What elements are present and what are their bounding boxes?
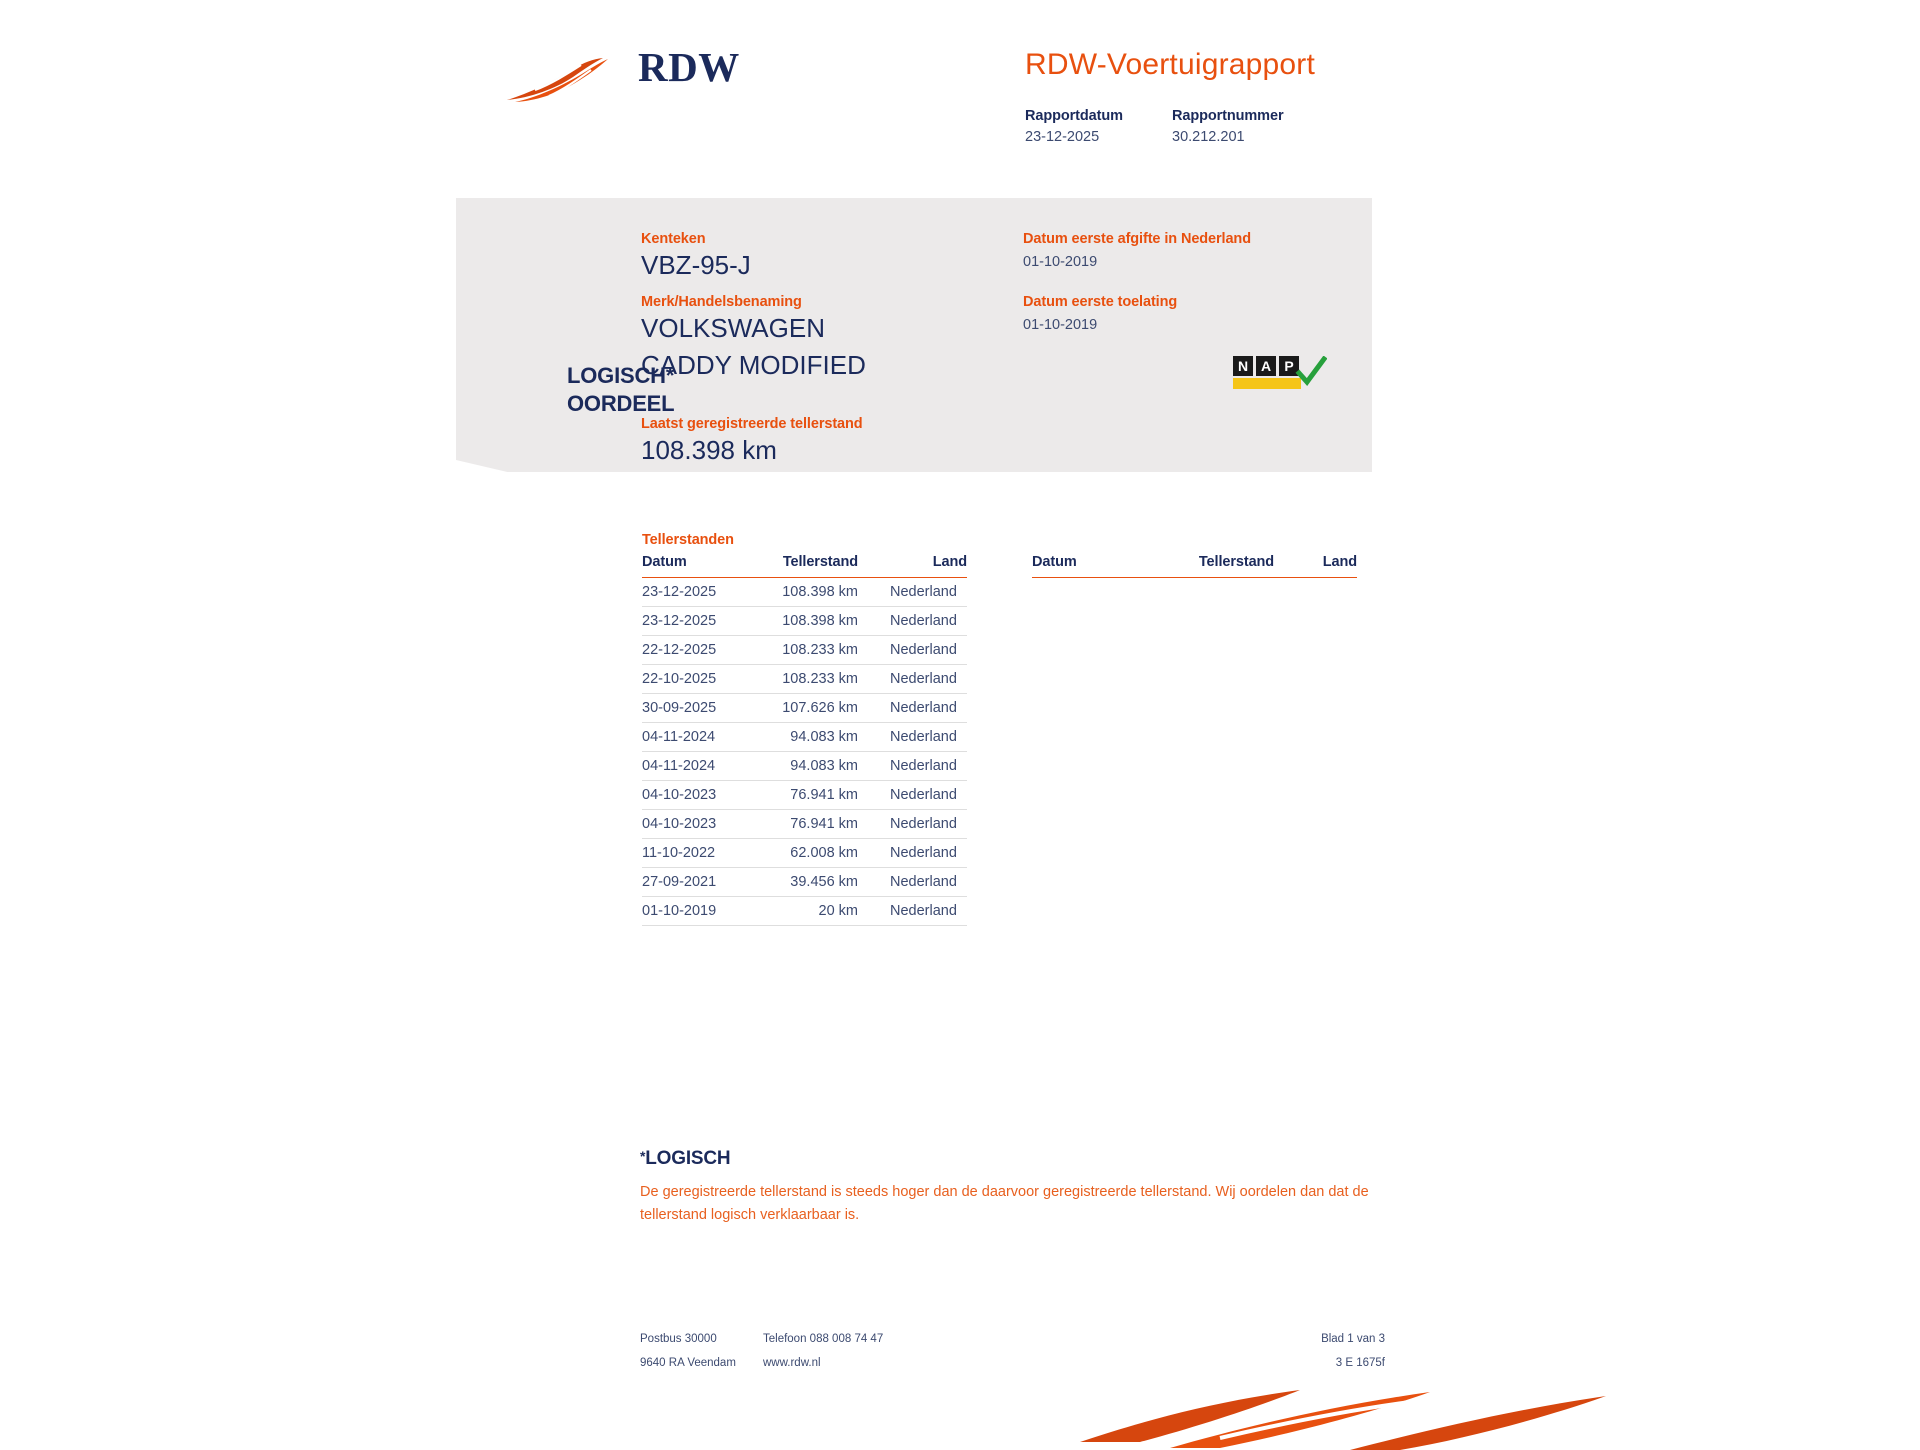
cell-land: Nederland [862,607,967,636]
cell-tellerstand: 76.941 km [752,781,862,810]
rdw-swoosh-logo-icon [505,56,610,104]
footnote-title-text: LOGISCH [645,1148,731,1169]
table-row [642,607,967,636]
table-row [642,578,967,607]
nap-letter-n: N [1233,356,1253,376]
checkmark-icon [1295,356,1327,389]
cell-tellerstand: 107.626 km [752,694,862,723]
meta-rapportdatum-value: 23-12-2025 [1025,129,1100,145]
table-header-row [642,554,967,578]
footnote-title [640,1148,1380,1170]
footer-page-number: Blad 1 van 3 [1321,1333,1385,1345]
cell-land: Nederland [862,839,967,868]
table-row [642,781,967,810]
cell-tellerstand: 94.083 km [752,723,862,752]
cell-datum: 04-10-2023 [642,810,752,839]
cell-tellerstand: 94.083 km [752,752,862,781]
cell-land: Nederland [862,636,967,665]
cell-land: Nederland [862,810,967,839]
footer-page-meta [1225,1328,1385,1375]
footer-phone: Telefoon 088 008 74 47 [763,1333,884,1345]
kenteken-label: Kenteken [641,231,706,247]
column-header-land: Land [862,554,967,578]
cell-land: Nederland [862,781,967,810]
logo-wordmark: RDW [638,44,740,90]
toelating-label: Datum eerste toelating [1023,294,1178,310]
cell-datum: 22-12-2025 [642,636,752,665]
report-meta [1025,108,1297,145]
footnote-logisch [640,1148,1380,1227]
cell-land: Nederland [862,578,967,607]
cell-land: Nederland [862,665,967,694]
column-header-tellerstand: Tellerstand [752,554,862,578]
toelating-value: 01-10-2019 [1023,317,1098,333]
cell-tellerstand: 108.398 km [752,607,862,636]
cell-tellerstand: 76.941 km [752,810,862,839]
cell-land: Nederland [862,897,967,926]
meta-rapportdatum-label: Rapportdatum [1025,108,1123,124]
kenteken-value: VBZ-95-J [641,250,751,280]
nap-letter-p: P [1279,356,1299,376]
nap-yellow-bar [1233,378,1301,389]
laatste-tellerstand-value: 108.398 km [641,435,777,465]
cell-datum: 01-10-2019 [642,897,752,926]
table-row [642,636,967,665]
table-header-row [1032,554,1357,578]
page-title: RDW-Voertuigrapport [1025,48,1316,81]
footnote-body: De geregistreerde tellerstand is steeds hoger dan de daarvoor geregistreerde tellerstand. Wij oordelen dan dat de tellerstand logisch verklaarbaar is. [640,1184,1369,1224]
cell-datum: 04-10-2023 [642,781,752,810]
vehicle-summary-panel [456,198,1372,472]
cell-datum: 22-10-2025 [642,665,752,694]
footer-address [640,1328,736,1375]
merk-value-line1: VOLKSWAGEN [641,313,825,343]
nap-letters [1233,356,1299,376]
column-header-datum: Datum [642,554,752,578]
meta-rapportnummer [1172,108,1297,145]
table-row [642,723,967,752]
nap-letter-a: A [1256,356,1276,376]
cell-tellerstand: 62.008 km [752,839,862,868]
column-header-datum: Datum [1032,554,1160,578]
laatste-tellerstand-label: Laatst geregistreerde tellerstand [641,416,863,432]
cell-land: Nederland [862,694,967,723]
tellerstanden-title: Tellerstanden [642,532,734,548]
table-row [642,694,967,723]
table-row [642,810,967,839]
cell-datum: 11-10-2022 [642,839,752,868]
footer-doc-code: 3 E 1675f [1335,1356,1385,1369]
tellerstanden-table [642,554,967,926]
footer-address-line-2: 9640 RA Veendam [640,1356,736,1369]
tellerstanden-table-secondary [1032,554,1357,578]
footer-address-line-1: Postbus 30000 [640,1333,717,1345]
verdict-line-1: LOGISCH* [567,363,675,388]
column-header-land: Land [1278,554,1357,578]
merk-label: Merk/Handelsbenaming [641,294,802,310]
table-row [642,868,967,897]
cell-land: Nederland [862,752,967,781]
meta-rapportdatum [1025,108,1150,145]
table-row [642,752,967,781]
nap-logo [1233,356,1328,390]
cell-tellerstand: 39.456 km [752,868,862,897]
footnote-asterisk: * [640,1148,646,1164]
meta-rapportnummer-label: Rapportnummer [1172,108,1284,124]
cell-tellerstand: 108.233 km [752,665,862,694]
column-header-tellerstand: Tellerstand [1160,554,1278,578]
cell-datum: 23-12-2025 [642,607,752,636]
table-row [642,665,967,694]
cell-land: Nederland [862,868,967,897]
cell-datum: 23-12-2025 [642,578,752,607]
meta-rapportnummer-value: 30.212.201 [1172,129,1245,145]
footer-contact [763,1328,883,1375]
cell-tellerstand: 108.398 km [752,578,862,607]
footer-website-link[interactable]: www.rdw.nl [763,1356,821,1369]
cell-tellerstand: 20 km [752,897,862,926]
cell-tellerstand: 108.233 km [752,636,862,665]
afgifte-value: 01-10-2019 [1023,254,1098,270]
cell-datum: 04-11-2024 [642,752,752,781]
cell-datum: 30-09-2025 [642,694,752,723]
cell-land: Nederland [862,723,967,752]
table-row [642,839,967,868]
verdict-block [567,362,674,418]
tellerstanden-table-body [642,578,967,926]
rdw-logo [505,38,805,108]
cell-datum: 27-09-2021 [642,868,752,897]
table-row [642,897,967,926]
afgifte-label: Datum eerste afgifte in Nederland [1023,231,1251,247]
cell-datum: 04-11-2024 [642,723,752,752]
verdict-line-2: OORDEEL [567,391,675,417]
merk-value-line2: CADDY MODIFIED [641,350,866,380]
